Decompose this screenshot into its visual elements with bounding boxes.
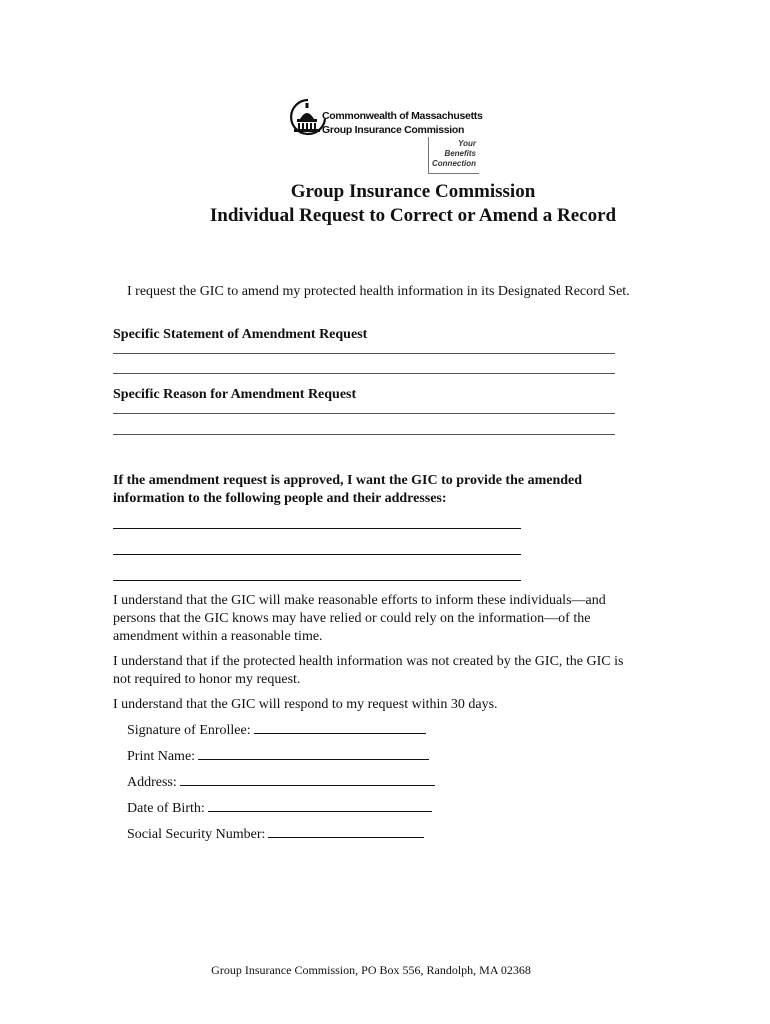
print-name-label: Print Name: <box>127 749 196 764</box>
recipient-line-2[interactable] <box>113 554 521 555</box>
statement-heading: Specific Statement of Amendment Request <box>113 327 368 342</box>
approved-heading: If the amendment request is approved, I want the GIC to provide the amended information to the following people and their addresses: <box>113 473 583 506</box>
org-name-line2: Group Insurance Commission <box>322 124 465 136</box>
statement-line-1[interactable] <box>113 353 615 354</box>
ssn-field[interactable] <box>127 825 424 843</box>
ssn-label: Social Security Number: <box>127 827 266 842</box>
tagline-line: Connection <box>432 159 476 168</box>
org-name-line1: Commonwealth of Massachusetts <box>322 110 483 122</box>
footer-address: Group Insurance Commission, PO Box 556, Randolph, MA 02368 <box>211 963 531 977</box>
recipient-line-3[interactable] <box>113 580 521 581</box>
address-label: Address: <box>127 775 177 790</box>
address-field[interactable] <box>127 773 435 791</box>
dob-blank[interactable] <box>208 799 432 812</box>
statement-line-2[interactable] <box>113 373 615 374</box>
ssn-blank[interactable] <box>268 825 424 838</box>
signature-label: Signature of Enrollee: <box>127 723 251 738</box>
print-name-field[interactable] <box>127 747 429 765</box>
page-title-line1: Group Insurance Commission <box>290 181 536 202</box>
tagline-line: Benefits <box>444 149 476 158</box>
tagline <box>424 139 476 169</box>
signature-field[interactable] <box>127 721 426 739</box>
reason-heading: Specific Reason for Amendment Request <box>113 387 357 402</box>
address-blank[interactable] <box>180 773 435 786</box>
intro-text: I request the GIC to amend my protected health information in its Designated Record Set. <box>127 284 630 299</box>
reason-line-2[interactable] <box>113 434 615 435</box>
tagline-line: Your <box>458 139 476 148</box>
understand-paragraph-2: I understand that if the protected health information was not created by the GIC, the GIC is not required to honor my request. <box>113 654 624 687</box>
print-name-blank[interactable] <box>198 747 429 760</box>
dob-label: Date of Birth: <box>127 801 205 816</box>
recipient-line-1[interactable] <box>113 528 521 529</box>
page-title-line2: Individual Request to Correct or Amend a Record <box>209 205 617 226</box>
reason-line-1[interactable] <box>113 413 615 414</box>
understand-paragraph-1: I understand that the GIC will make reasonable efforts to inform these individuals—and persons that the GIC knows may have relied or could rely on the information—of the amendment within a reasonable time. <box>113 593 606 644</box>
understand-paragraph-3: I understand that the GIC will respond to my request within 30 days. <box>113 697 498 712</box>
signature-blank[interactable] <box>254 721 426 734</box>
dob-field[interactable] <box>127 799 432 817</box>
gic-logo <box>288 97 488 177</box>
